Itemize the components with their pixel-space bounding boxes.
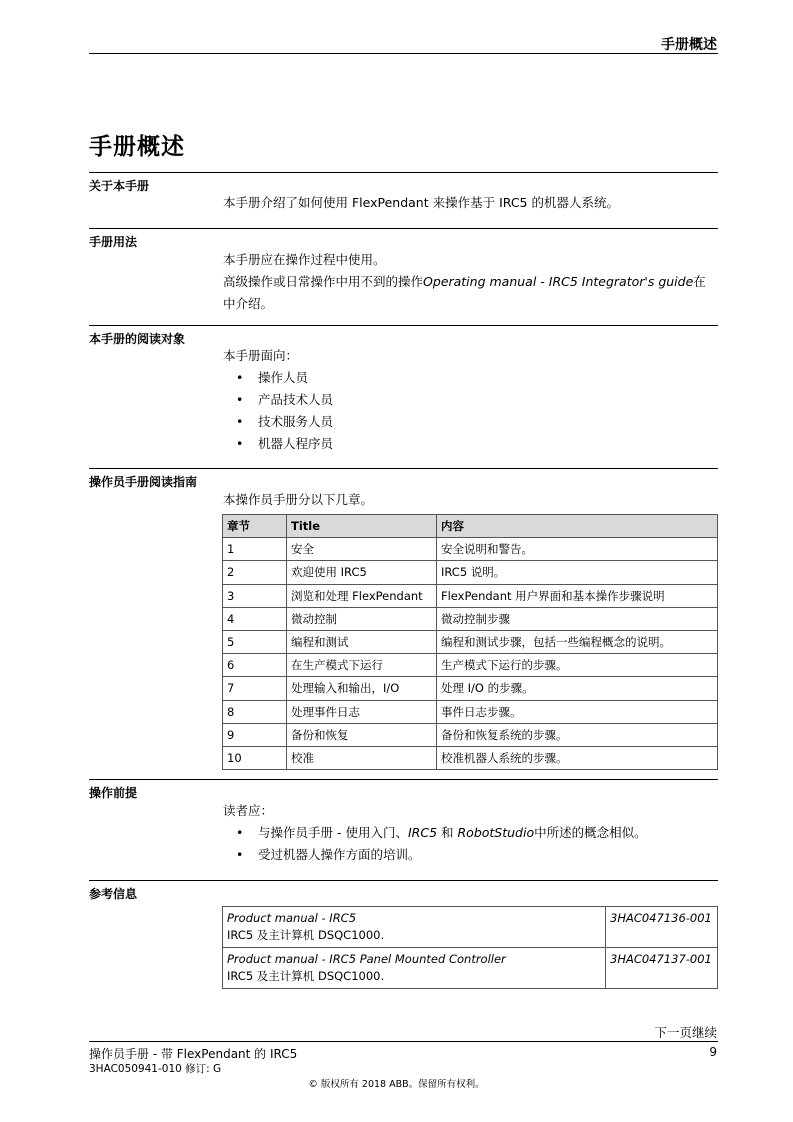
prereq-intro: 读者应： xyxy=(223,803,274,818)
footer-rule xyxy=(89,1041,718,1042)
integrator-guide-title: Operating manual - IRC5 Integrator's guide xyxy=(423,274,694,289)
usage-text xyxy=(223,249,718,315)
list-item: • 机器人程序员 xyxy=(236,433,333,455)
section-label-usage: 手册用法 xyxy=(89,235,138,249)
running-header: 手册概述 xyxy=(661,37,717,53)
section-label-prereq: 操作前提 xyxy=(89,786,138,800)
footer-manual-title: 操作员手册 - 带 FlexPendant 的 IRC5 xyxy=(89,1047,298,1061)
table-row: 10 校准 校准机器人系统的步骤。 xyxy=(223,746,718,769)
table-row: 7 处理输入和输出，I/O 处理 I/O 的步骤。 xyxy=(223,677,718,700)
table-row: 1 安全 安全说明和警告。 xyxy=(223,538,718,561)
section-divider xyxy=(89,172,718,173)
section-divider xyxy=(89,325,718,326)
reference-title: Product manual - IRC5 xyxy=(227,911,357,925)
guide-intro: 本操作员手册分以下几章。 xyxy=(223,492,374,507)
table-header-row xyxy=(223,515,718,538)
table-row: 3 浏览和处理 FlexPendant FlexPendant 用户界面和基本操作步骤说明 xyxy=(223,584,718,607)
reference-subtitle: IRC5 及主计算机 DSQC1000. xyxy=(227,969,385,983)
table-row: 5 编程和测试 编程和测试步骤，包括一些编程概念的说明。 xyxy=(223,630,718,653)
usage-line-3: 中介绍。 xyxy=(223,296,274,311)
chapter-table xyxy=(222,514,718,770)
audience-intro: 本手册面向： xyxy=(223,348,299,363)
section-label-guide: 操作员手册阅读指南 xyxy=(89,475,198,489)
reference-subtitle: IRC5 及主计算机 DSQC1000. xyxy=(227,928,385,942)
table-row: 2 欢迎使用 IRC5 IRC5 说明。 xyxy=(223,561,718,584)
section-divider xyxy=(89,880,718,881)
page-number: 9 xyxy=(709,1045,717,1059)
reference-table xyxy=(222,906,718,989)
list-item: • 产品技术人员 xyxy=(236,389,333,411)
header-rule xyxy=(89,53,718,54)
column-header-content: 内容 xyxy=(437,515,718,538)
list-item: • 操作人员 xyxy=(236,367,333,389)
section-label-audience: 本手册的阅读对象 xyxy=(89,332,186,346)
reference-id: 3HAC047136-001 xyxy=(610,911,712,925)
table-row: 8 处理事件日志 事件日志步骤。 xyxy=(223,700,718,723)
table-row xyxy=(223,948,718,989)
continued-note: 下一页继续 xyxy=(654,1025,717,1040)
column-header-title: Title xyxy=(287,515,437,538)
table-row: 9 备份和恢复 备份和恢复系统的步骤。 xyxy=(223,723,718,746)
usage-line-2: 高级操作或日常操作中用不到的操作Operating manual - IRC5 Integrator's guide在 xyxy=(223,274,706,289)
table-row: 4 微动控制 微动控制步骤 xyxy=(223,607,718,630)
about-text: 本手册介绍了如何使用 FlexPendant 来操作基于 IRC5 的机器人系统。 xyxy=(223,195,619,210)
section-label-about: 关于本手册 xyxy=(89,179,150,193)
usage-line-1: 本手册应在操作过程中使用。 xyxy=(223,252,386,267)
page-title: 手册概述 xyxy=(89,134,185,160)
section-label-references: 参考信息 xyxy=(89,887,138,901)
reference-title: Product manual - IRC5 Panel Mounted Controller xyxy=(227,952,506,966)
section-divider xyxy=(89,468,718,469)
list-item: • 技术服务人员 xyxy=(236,411,333,433)
document-id: 3HAC050941-010 修订: G xyxy=(89,1063,222,1075)
section-divider xyxy=(89,228,718,229)
column-header-chapter: 章节 xyxy=(223,515,287,538)
table-row: 6 在生产模式下运行 生产模式下运行的步骤。 xyxy=(223,654,718,677)
audience-list xyxy=(236,367,333,455)
list-item: • 与操作员手册 - 使用入门、IRC5 和 RobotStudio中所述的概念相似。 xyxy=(236,822,647,844)
section-divider xyxy=(89,779,718,780)
list-item: • 受过机器人操作方面的培训。 xyxy=(236,844,647,866)
copyright-notice: © 版权所有 2018 ABB。保留所有权利。 xyxy=(308,1079,485,1090)
table-row xyxy=(223,907,718,948)
reference-id: 3HAC047137-001 xyxy=(610,952,712,966)
prereq-list xyxy=(236,822,647,866)
